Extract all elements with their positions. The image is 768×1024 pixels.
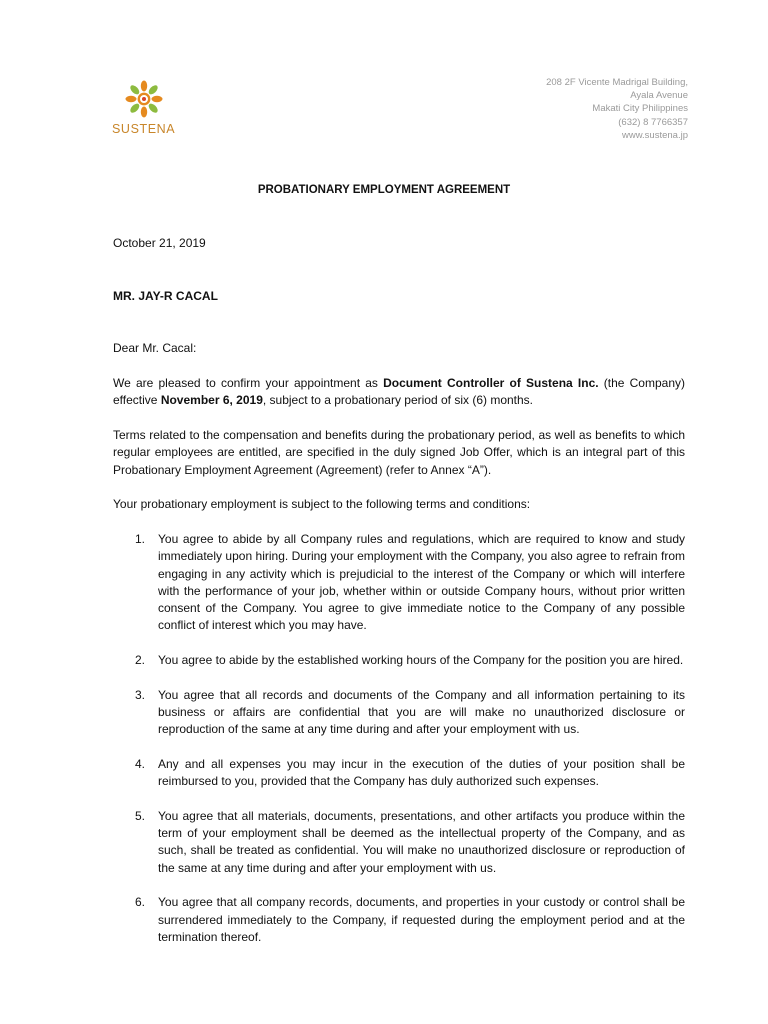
company-logo: [112, 78, 182, 140]
para1-text: , subject to a probationary period of six (6) months.: [262, 393, 534, 408]
recipient-name: MR. JAY-R CACAL: [113, 289, 218, 303]
document-title: PROBATIONARY EMPLOYMENT AGREEMENT: [257, 184, 511, 196]
term-number: 4.: [135, 756, 146, 771]
term-item: [113, 756, 685, 791]
term-item: [113, 652, 685, 669]
term-text: You agree that all records and documents of the Company and all information pertaining to its business or affairs are confidential that you are will make no unauthorized disclosure or reproduction of the same at any time during and after your employment with us.: [158, 687, 685, 737]
term-number: 1.: [135, 532, 146, 546]
compensation-paragraph: Terms related to the compensation and benefits during the probationary period, as well as benefits to which regular employees are entitled, are specified in the duly signed Job Offer, which is an integral part of this Probationary Employment Agreement (Agreement) (refer to Annex “A”).: [113, 428, 685, 477]
terms-list: [113, 531, 685, 963]
term-number: 2.: [135, 653, 146, 668]
term-item: [113, 894, 685, 946]
logo-wordmark: SUSTENA: [112, 122, 176, 136]
term-text: You agree that all materials, documents, presentations, and other artifacts you produce within the term of your employment shall be deemed as the intellectual property of the Company, and as such, shall be treated as confidential. You will make no unauthorized disclosure or reproduction of the same at any time during and after your employment with us.: [158, 808, 685, 875]
term-item: [113, 687, 685, 739]
address-website: www.sustena.jp: [621, 129, 688, 141]
position-title: Document Controller of Sustena Inc.: [383, 376, 599, 390]
term-text: You agree to abide by all Company rules and regulations, which are required to know and study immediately upon hiring. During your employment with the Company, you also agree to refrain from engaging in any activity which is prejudicial to the interest of the Company or which will interfere with the performance of your job, whether within or outside Company hours, without prior written consent of the Company. You agree to give immediate notice to the Company of any possible conflict of interest which you may have.: [158, 532, 685, 633]
term-text: Any and all expenses you may incur in the execution of the duties of your position shall be reimbursed to you, provided that the Company has duly authorized such expenses.: [158, 756, 685, 789]
term-text: You agree that all company records, documents, and properties in your custody or control shall be surrendered immediately to the Company, if requested during the employment period and at the termination thereof.: [158, 895, 685, 944]
address-line: Ayala Avenue: [630, 90, 688, 102]
terms-intro: Your probationary employment is subject to the following terms and conditions:: [113, 497, 531, 511]
term-number: 6.: [135, 895, 146, 910]
company-address: [546, 76, 688, 142]
letter-date: October 21, 2019: [113, 236, 206, 250]
para1-text: (the Company) effective: [113, 376, 685, 408]
salutation: Dear Mr. Cacal:: [113, 341, 197, 355]
address-line: (632) 8 7766357: [618, 116, 688, 128]
appointment-paragraph: [113, 375, 685, 410]
address-line: 208 2F Vicente Madrigal Building,: [546, 77, 688, 88]
term-item: [113, 808, 685, 877]
term-number: 3.: [135, 687, 146, 702]
flower-logo-icon: [122, 78, 166, 122]
term-text: You agree to abide by the established working hours of the Company for the position you are hired.: [158, 653, 684, 668]
term-number: 5.: [135, 808, 146, 823]
effective-date: November 6, 2019: [160, 393, 263, 408]
address-line: Makati City Philippines: [592, 103, 688, 115]
para1-text: We are pleased to confirm your appointment as: [113, 376, 384, 390]
term-item: [113, 531, 685, 635]
